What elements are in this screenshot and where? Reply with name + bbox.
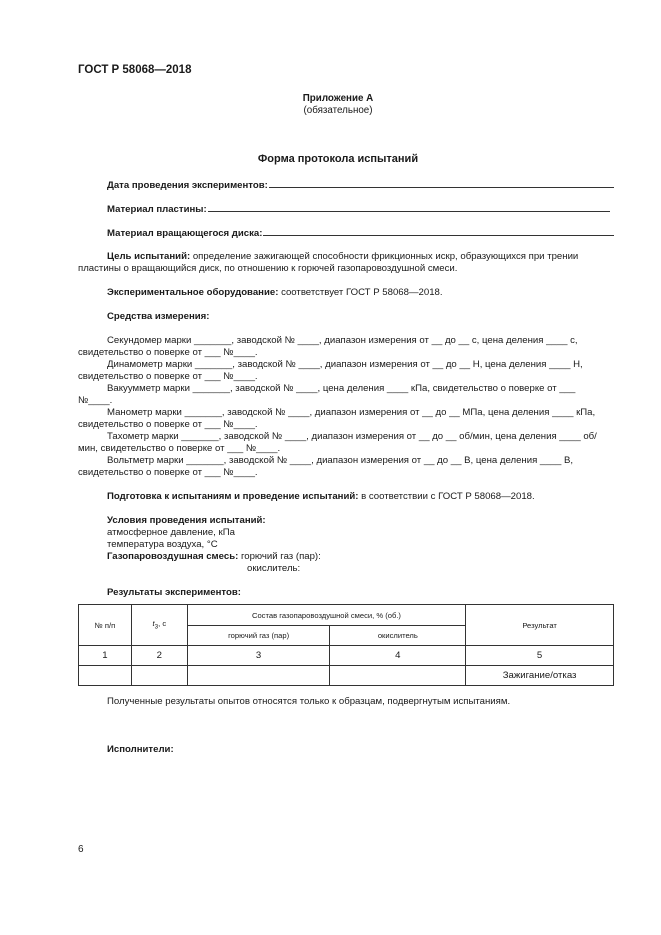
header-time: [131, 605, 187, 646]
plate-material-label: Материал пластины:: [107, 204, 207, 215]
instrument-vacuummeter-line1: Вакуумметр марки _______, заводской № ____, цена деления ____ кПа, свидетельство о поверке от ___: [107, 383, 576, 394]
performers-label: Исполнители:: [107, 744, 174, 755]
table-cell: [330, 666, 466, 686]
conditions-pressure: атмосферное давление, кПа: [107, 527, 235, 538]
table-row: [79, 666, 614, 686]
table-header-row: [79, 605, 614, 626]
header-oxidizer: окислитель: [330, 626, 466, 646]
date-field: [107, 180, 614, 191]
result-value-cell: Зажигание/отказ: [466, 666, 614, 686]
instrument-stopwatch-line2: свидетельство о поверке от ___ №____.: [78, 347, 258, 358]
goal-text-continued: пластины о вращающийся диск, по отношению к горючей газопаровоздушной смеси.: [78, 263, 458, 274]
table-cell: [187, 666, 330, 686]
results-label: Результаты экспериментов:: [107, 587, 241, 598]
preparation-label: Подготовка к испытаниям и проведение испытаний:: [107, 491, 359, 502]
header-composition: Состав газопаровоздушной смеси, % (об.): [187, 605, 465, 626]
standard-designation: ГОСТ Р 58068—2018: [78, 64, 192, 76]
table-cell: [131, 666, 187, 686]
table-cell: [79, 666, 132, 686]
plate-material-blank-line: [208, 204, 610, 212]
mixture-label: Газопаровоздушная смесь:: [107, 551, 239, 562]
date-label: Дата проведения экспериментов:: [107, 180, 268, 191]
plate-material-field: [107, 204, 610, 215]
header-time-var: t: [152, 619, 155, 629]
equipment-paragraph: [107, 287, 614, 299]
instrument-manometer-line2: свидетельство о поверке от ___ №____.: [78, 419, 258, 430]
mixture-line: [107, 551, 614, 563]
header-num: № п/п: [79, 605, 132, 646]
results-table: [78, 604, 614, 686]
results-note: Полученные результаты опытов относятся только к образцам, подвергнутым испытаниям.: [107, 696, 511, 707]
equipment-label: Экспериментальное оборудование:: [107, 287, 279, 298]
number-cell: 2: [131, 646, 187, 666]
mixture-fuel: горючий газ (пар):: [240, 551, 321, 562]
appendix-title: Приложение А: [302, 93, 374, 104]
preparation-paragraph: [107, 491, 614, 503]
preparation-text: в соответствии с ГОСТ Р 58068—2018.: [361, 491, 535, 502]
number-cell: 3: [187, 646, 330, 666]
instrument-dynamometer-line1: Динамометр марки _______, заводской № ____, диапазон измерения от __ до __ Н, цена деления ____ Н,: [107, 359, 583, 370]
disk-material-blank-line: [263, 228, 614, 236]
instrument-tachometer-line1: Тахометр марки _______, заводской № ____, диапазон измерения от __ до __ об/мин, цена деления ____ об/: [107, 431, 597, 442]
date-blank-line: [269, 180, 614, 188]
conditions-temperature: температура воздуха, °С: [107, 539, 218, 550]
number-cell: 4: [330, 646, 466, 666]
instrument-manometer-line1: Манометр марки _______, заводской № ____, диапазон измерения от __ до __ МПа, цена деления ____ кПа,: [107, 407, 596, 418]
header-time-unit: , с: [158, 619, 167, 629]
number-cell: 5: [466, 646, 614, 666]
disk-material-field: [107, 228, 614, 239]
disk-material-label: Материал вращающегося диска:: [107, 228, 263, 239]
instrument-vacuummeter-line2: №____.: [78, 395, 113, 406]
header-result: Результат: [466, 605, 614, 646]
equipment-text: соответствует ГОСТ Р 58068—2018.: [281, 287, 443, 298]
instrument-voltmeter-line2: свидетельство о поверке от ___ №____.: [78, 467, 258, 478]
header-time-sub: 3: [154, 623, 159, 631]
goal-text: определение зажигающей способности фрикционных искр, образующихся при трении: [192, 251, 579, 262]
mixture-oxidizer: окислитель:: [247, 563, 301, 574]
instrument-voltmeter-line1: Вольтметр марки _______, заводской № ____, диапазон измерения от __ до __ В, цена деления ____ В,: [107, 455, 574, 466]
goal-label: Цель испытаний:: [107, 251, 191, 262]
instrument-dynamometer-line2: свидетельство о поверке от ___ №____.: [78, 371, 258, 382]
number-cell: 1: [79, 646, 132, 666]
instruments-label: Средства измерения:: [107, 311, 210, 322]
instrument-stopwatch-line1: Секундомер марки _______, заводской № ____, диапазон измерения от __ до __ с, цена деления ____ с,: [107, 335, 578, 346]
header-fuel: горючий газ (пар): [187, 626, 330, 646]
appendix-subtitle: (обязательное): [303, 105, 373, 116]
page-number: 6: [78, 844, 84, 855]
table-number-row: [79, 646, 614, 666]
conditions-label: Условия проведения испытаний:: [107, 515, 266, 526]
instrument-tachometer-line2: мин, свидетельство о поверке от ___ №____.: [78, 443, 281, 454]
goal-paragraph: [107, 251, 614, 263]
form-title: Форма протокола испытаний: [257, 153, 419, 165]
